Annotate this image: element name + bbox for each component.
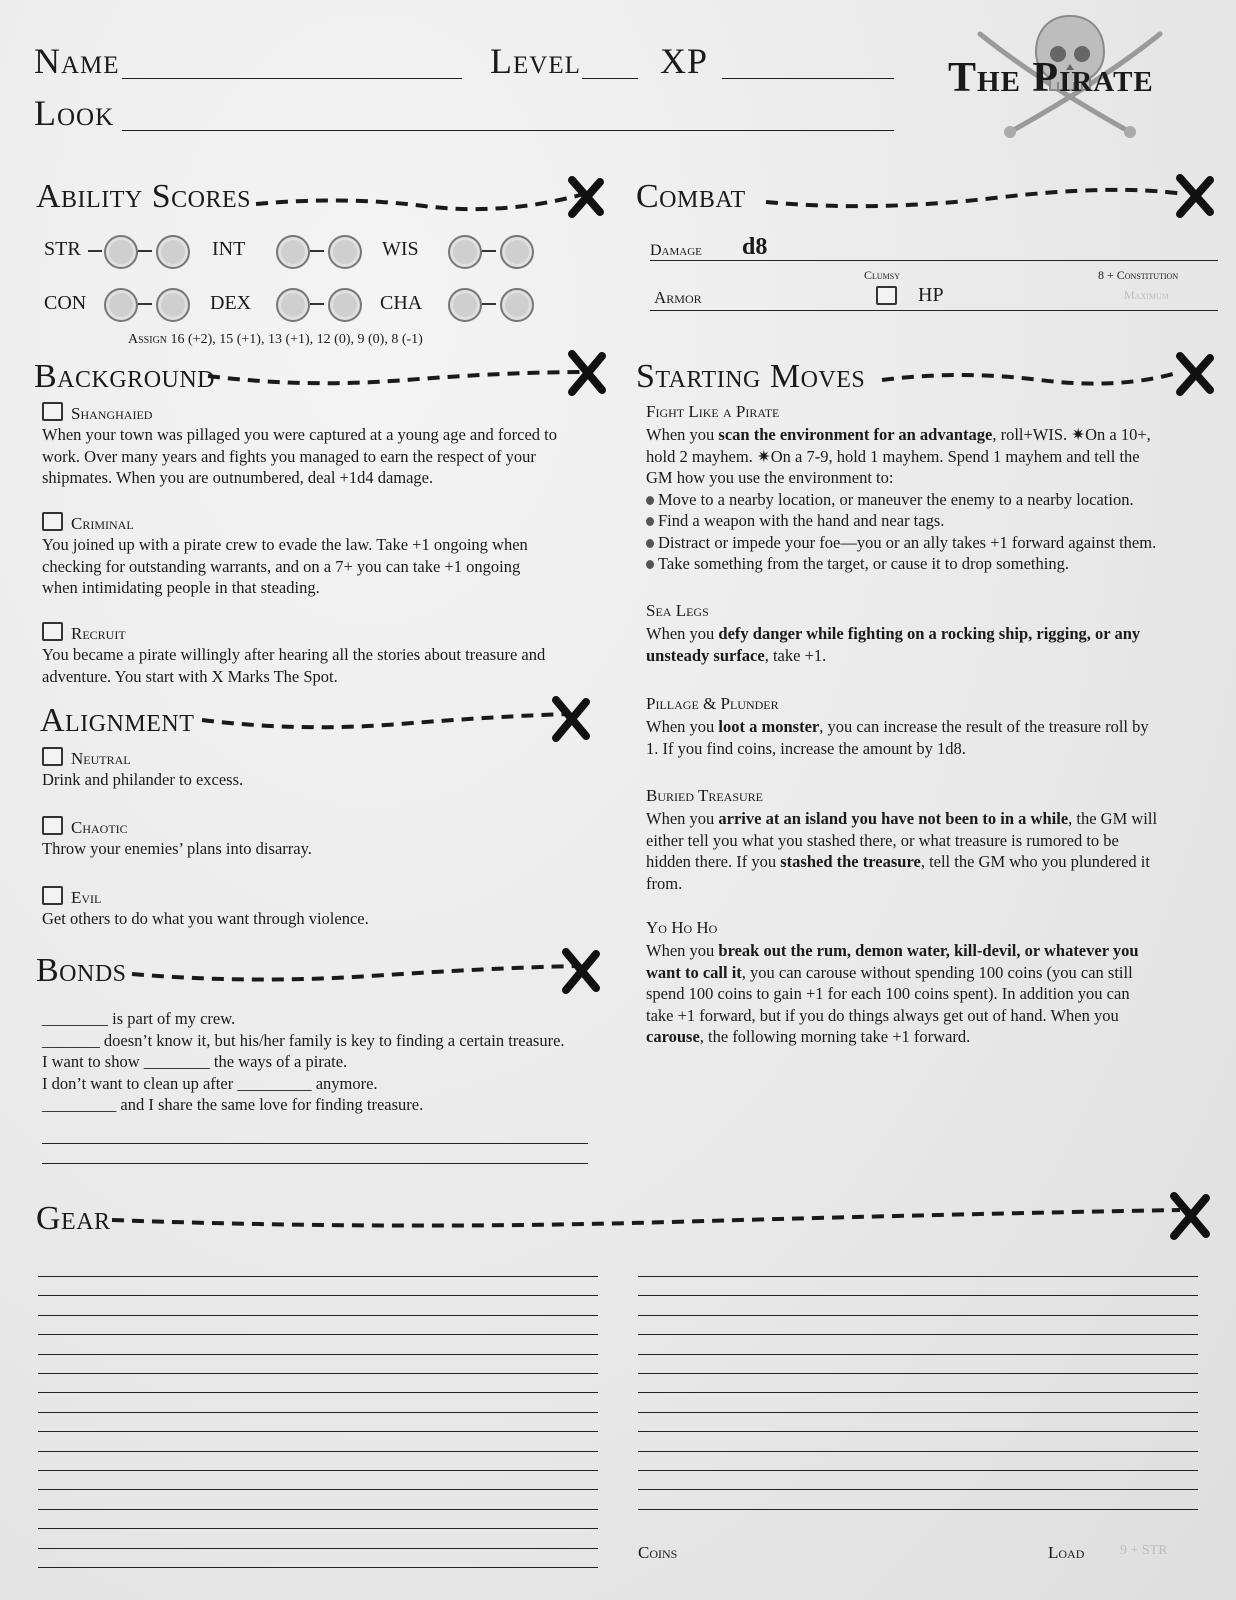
con-score-circle[interactable] [104, 288, 138, 322]
int-modifier-circle[interactable] [328, 235, 362, 269]
gear-title: Gear [36, 1200, 111, 1237]
recruit-description: You became a pirate willingly after hearing all the stories about treasure and adventure. You start with X Marks The Spot. [42, 645, 546, 686]
starting-moves-title: Starting Moves [636, 358, 866, 395]
gear-line[interactable] [638, 1354, 1198, 1355]
neutral-checkbox[interactable] [42, 747, 63, 766]
ability-scores-title: Ability Scores [36, 178, 251, 215]
gear-line[interactable] [38, 1315, 598, 1316]
bond-blank-line[interactable] [42, 1143, 588, 1144]
criminal-label: Criminal [71, 514, 134, 533]
move-sea-legs-text: When you defy danger while fighting on a rocking ship, rigging, or any unsteady surface, take +1. [646, 624, 1141, 665]
gear-line[interactable] [38, 1470, 598, 1471]
bond-blank-line[interactable] [42, 1163, 588, 1164]
alignment-chaotic-option[interactable] [42, 816, 128, 838]
background-divider [206, 350, 616, 398]
maximum-label: Maximum [1124, 288, 1169, 302]
stat-int-label: INT [212, 238, 246, 260]
stat-wis-label: WIS [382, 238, 419, 260]
int-link [310, 250, 324, 252]
gear-line[interactable] [638, 1509, 1198, 1510]
constitution-label: 8 + Constitution [1098, 268, 1179, 282]
gear-line[interactable] [638, 1334, 1198, 1335]
gear-line[interactable] [38, 1354, 598, 1355]
gear-line[interactable] [38, 1509, 598, 1510]
stat-dex-label: DEX [210, 292, 252, 314]
cha-link [482, 303, 496, 305]
gear-divider [110, 1190, 1224, 1244]
dex-modifier-circle[interactable] [328, 288, 362, 322]
gear-line[interactable] [638, 1276, 1198, 1277]
dex-score-circle[interactable] [276, 288, 310, 322]
str-modifier-circle[interactable] [156, 235, 190, 269]
ability-scores-divider [254, 174, 614, 222]
background-recruit-option[interactable] [42, 622, 126, 644]
gear-line[interactable] [638, 1489, 1198, 1490]
background-criminal-option[interactable] [42, 512, 134, 534]
alignment-divider [200, 696, 610, 744]
look-label: Look [34, 93, 115, 133]
gear-line[interactable] [638, 1373, 1198, 1374]
alignment-title: Alignment [40, 702, 195, 739]
gear-line[interactable] [38, 1295, 598, 1296]
wis-score-circle[interactable] [448, 235, 482, 269]
evil-label: Evil [71, 888, 102, 907]
coins-label: Coins [638, 1543, 678, 1562]
move-pillage-plunder-title: Pillage & Plunder [646, 694, 779, 713]
bond-line[interactable]: I want to show ________ the ways of a pirate. [42, 1052, 348, 1071]
damage-underline [650, 244, 1218, 261]
con-link [138, 303, 152, 305]
recruit-checkbox[interactable] [42, 622, 63, 641]
shanghaied-label: Shanghaied [71, 404, 153, 423]
move-fight-like-a-pirate-text: When you scan the environment for an advantage, roll+WIS. ✷On a 10+, hold 2 mayhem. ✷On a 7-9, hold 1 mayhem. Spend 1 mayhem and tell the GM how you use the environment to: Move to a nearby location, or maneuver the enemy to a nearby location. Find a weapon with the hand and near tags. Distract or impede your foe—you or an ally takes +1 forward against them. Take something from the target, or cause it to drop something. [646, 425, 1157, 573]
move-buried-treasure-text: When you arrive at an island you have not been to in a while, the GM will either tell you what you stashed there, or what treasure is rumored to be hidden there. If you stashed the treasure, tell the GM who you plundered it from. [646, 809, 1158, 893]
dex-link [310, 303, 324, 305]
skull-bullet-icon [646, 517, 654, 526]
bond-line[interactable]: I don’t want to clean up after _________ anymore. [42, 1073, 378, 1093]
str-link [138, 250, 152, 252]
alignment-neutral-option[interactable] [42, 747, 131, 769]
bonds-list[interactable] [42, 1008, 642, 1116]
chaotic-label: Chaotic [71, 818, 128, 837]
gear-line[interactable] [638, 1295, 1198, 1296]
bonds-title: Bonds [36, 952, 127, 989]
bond-line[interactable]: _______ doesn’t know it, but his/her family is key to finding a certain treasure. [42, 1030, 565, 1050]
gear-line[interactable] [38, 1567, 598, 1568]
shanghaied-checkbox[interactable] [42, 402, 63, 421]
gear-line[interactable] [38, 1489, 598, 1490]
neutral-label: Neutral [71, 749, 131, 768]
gear-line[interactable] [38, 1528, 598, 1529]
gear-line[interactable] [638, 1451, 1198, 1452]
starting-moves-divider [880, 350, 1224, 398]
skull-bullet-icon [646, 560, 654, 569]
xp-label: XP [660, 41, 709, 81]
stat-cha-label: CHA [380, 292, 423, 314]
gear-line[interactable] [638, 1392, 1198, 1393]
evil-checkbox[interactable] [42, 886, 63, 905]
gear-line[interactable] [38, 1392, 598, 1393]
gear-line[interactable] [638, 1470, 1198, 1471]
damage-value: d8 [742, 234, 768, 260]
hp-label: HP [918, 284, 944, 306]
gear-line[interactable] [638, 1315, 1198, 1316]
clumsy-label: Clumsy [864, 268, 901, 282]
move-buried-treasure-title: Buried Treasure [646, 786, 764, 805]
wis-modifier-circle[interactable] [500, 235, 534, 269]
gear-line[interactable] [38, 1431, 598, 1432]
look-field[interactable] [122, 110, 894, 131]
damage-label: Damage [650, 242, 702, 259]
recruit-label: Recruit [71, 624, 126, 643]
load-formula: 9 + STR [1120, 1543, 1168, 1558]
name-label: Name [34, 41, 120, 81]
move-yo-ho-ho-text: When you break out the rum, demon water, kill-devil, or whatever you want to call it, you can carouse without spending 100 coins (you can still spend 100 coins to gain +1 for each 100 coins spent). In addition you can take +1 forward, but if you do things always get out of hand. When you carouse, the following morning take +1 forward. [646, 941, 1139, 1046]
bond-line[interactable]: _________ and I share the same love for finding treasure. [42, 1095, 424, 1114]
armor-label: Armor [654, 288, 702, 307]
gear-line[interactable] [38, 1451, 598, 1452]
stat-con-label: CON [44, 292, 87, 314]
gear-line[interactable] [638, 1412, 1198, 1413]
cha-score-circle[interactable] [448, 288, 482, 322]
stat-str-label: STR [44, 238, 81, 260]
gear-line[interactable] [38, 1373, 598, 1374]
neutral-description: Drink and philander to excess. [42, 770, 244, 789]
gear-line[interactable] [38, 1334, 598, 1335]
gear-line[interactable] [38, 1276, 598, 1277]
xp-field[interactable] [722, 58, 894, 79]
move-yo-ho-ho-title: Yo Ho Ho [646, 918, 718, 937]
skull-bullet-icon [646, 496, 654, 505]
alignment-evil-option[interactable] [42, 886, 101, 908]
cha-modifier-circle[interactable] [500, 288, 534, 322]
background-shanghaied-option[interactable] [42, 402, 152, 424]
name-field[interactable] [122, 58, 462, 79]
move-sea-legs-title: Sea Legs [646, 601, 709, 620]
gear-line[interactable] [38, 1412, 598, 1413]
gear-line[interactable] [638, 1431, 1198, 1432]
bond-line[interactable]: ________ is part of my crew. [42, 1009, 236, 1028]
background-title: Background [34, 358, 216, 395]
gear-line[interactable] [38, 1548, 598, 1549]
criminal-checkbox[interactable] [42, 512, 63, 531]
level-field[interactable] [582, 58, 638, 79]
move-fight-like-a-pirate-title: Fight Like a Pirate [646, 402, 780, 421]
str-score-circle[interactable] [104, 235, 138, 269]
str-connector [88, 250, 102, 252]
level-label: Level [490, 41, 581, 81]
class-title: The Pirate [948, 55, 1154, 101]
chaotic-description: Throw your enemies’ plans into disarray. [42, 839, 312, 858]
con-modifier-circle[interactable] [156, 288, 190, 322]
int-score-circle[interactable] [276, 235, 310, 269]
assign-scores-text: Assign 16 (+2), 15 (+1), 13 (+1), 12 (0), 9 (0), 8 (-1) [128, 332, 423, 347]
load-label: Load [1048, 1543, 1085, 1562]
evil-description: Get others to do what you want through violence. [42, 909, 369, 928]
bonds-divider [130, 946, 620, 996]
move-pillage-plunder-text: When you loot a monster, you can increase the result of the treasure roll by 1. If you find coins, increase the amount by 1d8. [646, 717, 1149, 758]
armor-underline [650, 294, 1218, 311]
skull-bullet-icon [646, 539, 654, 548]
chaotic-checkbox[interactable] [42, 816, 63, 835]
combat-divider [764, 172, 1224, 220]
shanghaied-description: When your town was pillaged you were captured at a young age and forced to work. Over many years and fights you managed to earn the respect of your shipmates. When you are outnumbered, deal +1d4 damage. [42, 425, 557, 487]
wis-link [482, 250, 496, 252]
combat-title: Combat [636, 178, 746, 215]
criminal-description: You joined up with a pirate crew to evade the law. Take +1 ongoing when checking for outstanding warrants, and on a 7+ you can take +1 ongoing when intimidating people in that steading. [42, 535, 528, 597]
